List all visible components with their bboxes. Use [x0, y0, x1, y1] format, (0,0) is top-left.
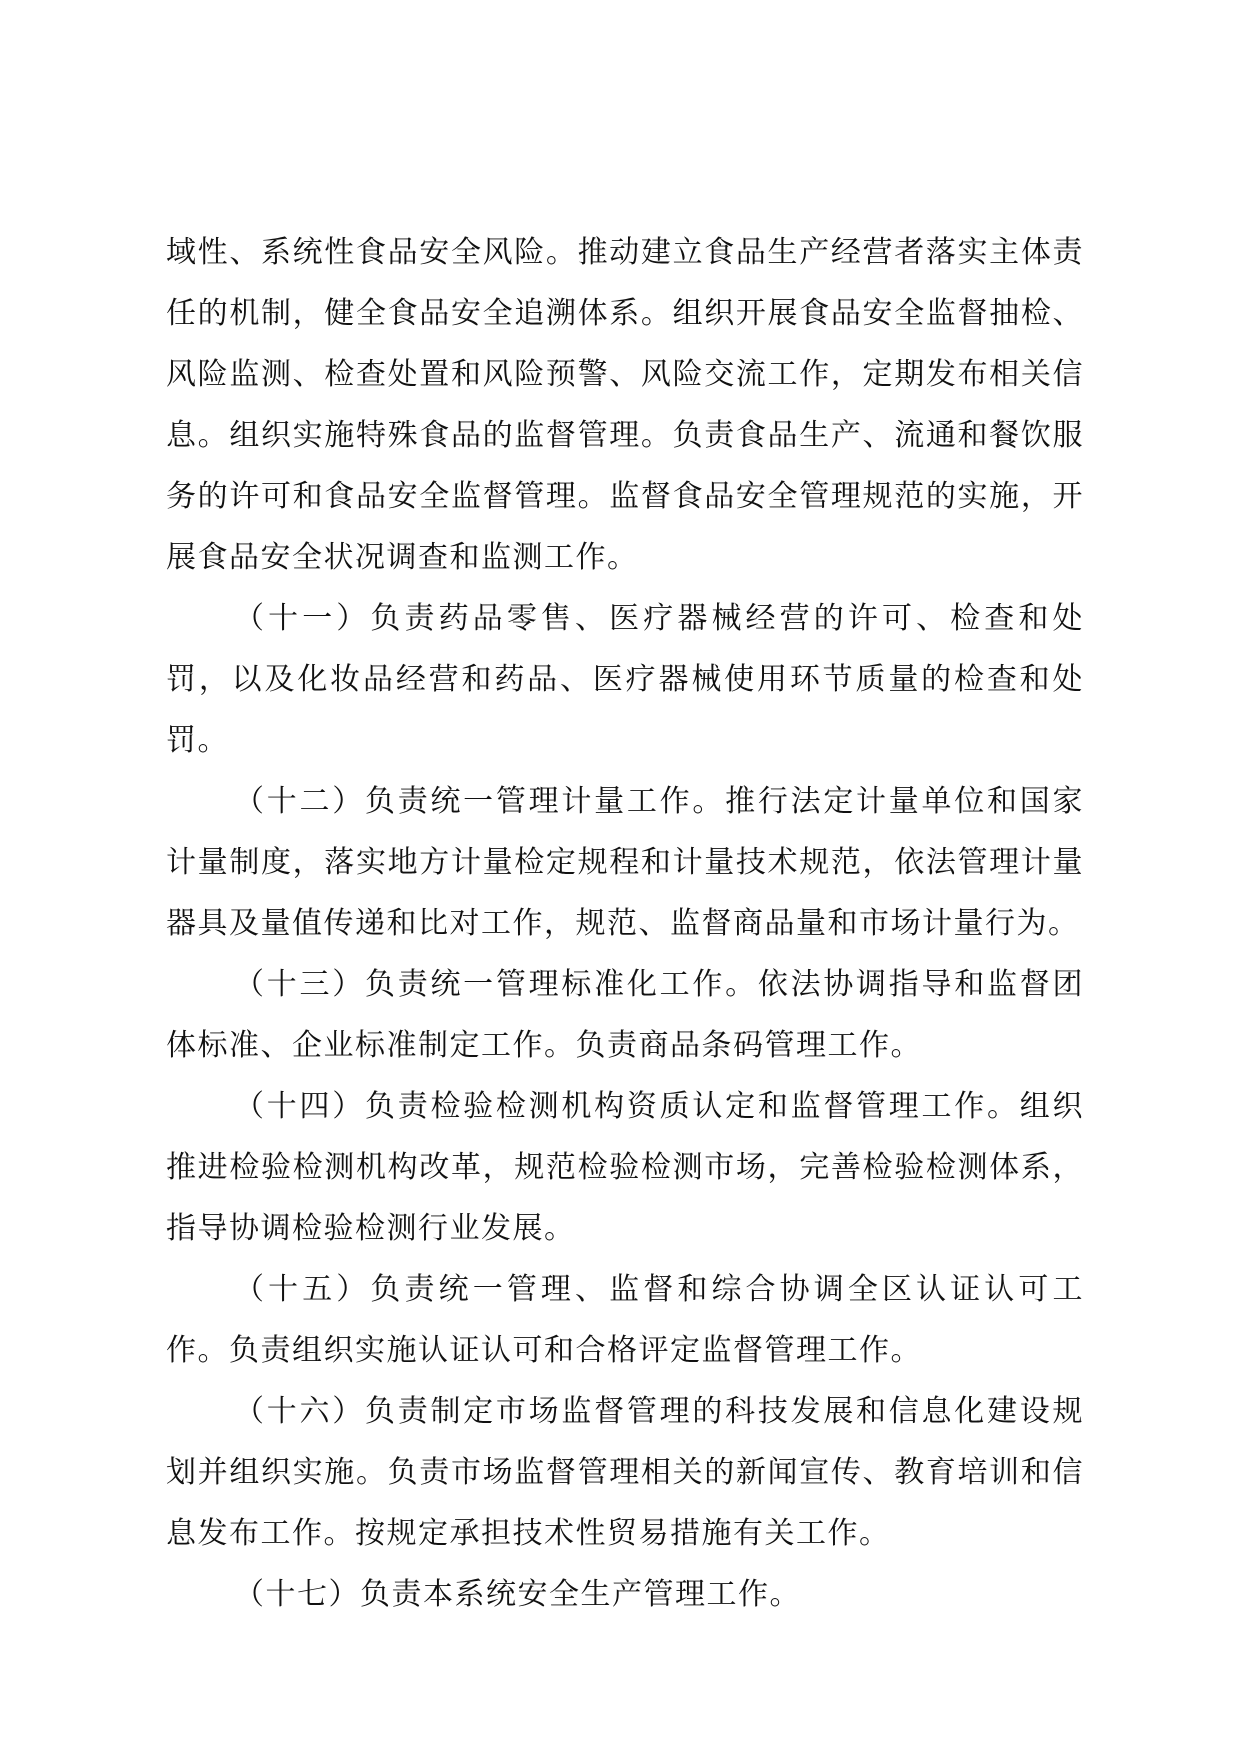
document-body — [166, 222, 1084, 1625]
paragraph-item-15: （十五）负责统一管理、监督和综合协调全区认证认可工作。负责组织实施认证认可和合格评定监督管理工作。 — [166, 1272, 1084, 1368]
paragraph-item-12: （十二）负责统一管理计量工作。推行法定计量单位和国家计量制度，落实地方计量检定规程和计量技术规范，依法管理计量器具及量值传递和比对工作，规范、监督商品量和市场计量行为。 — [166, 784, 1084, 941]
paragraph-item-13: （十三）负责统一管理标准化工作。依法协调指导和监督团体标准、企业标准制定工作。负责商品条码管理工作。 — [166, 967, 1084, 1063]
paragraph-food-safety-continued: 域性、系统性食品安全风险。推动建立食品生产经营者落实主体责任的机制，健全食品安全追溯体系。组织开展食品安全监督抽检、风险监测、检查处置和风险预警、风险交流工作，定期发布相关信息。组织实施特殊食品的监督管理。负责食品生产、流通和餐饮服务的许可和食品安全监督管理。监督食品安全管理规范的实施，开展食品安全状况调查和监测工作。 — [166, 235, 1084, 575]
paragraph-item-14: （十四）负责检验检测机构资质认定和监督管理工作。组织推进检验检测机构改革，规范检验检测市场，完善检验检测体系，指导协调检验检测行业发展。 — [166, 1089, 1084, 1246]
paragraph-item-11: （十一）负责药品零售、医疗器械经营的许可、检查和处罚，以及化妆品经营和药品、医疗器械使用环节质量的检查和处罚。 — [166, 601, 1084, 758]
paragraph-item-17: （十七）负责本系统安全生产管理工作。 — [234, 1577, 801, 1612]
paragraph-item-16: （十六）负责制定市场监督管理的科技发展和信息化建设规划并组织实施。负责市场监督管理相关的新闻宣传、教育培训和信息发布工作。按规定承担技术性贸易措施有关工作。 — [166, 1394, 1084, 1551]
